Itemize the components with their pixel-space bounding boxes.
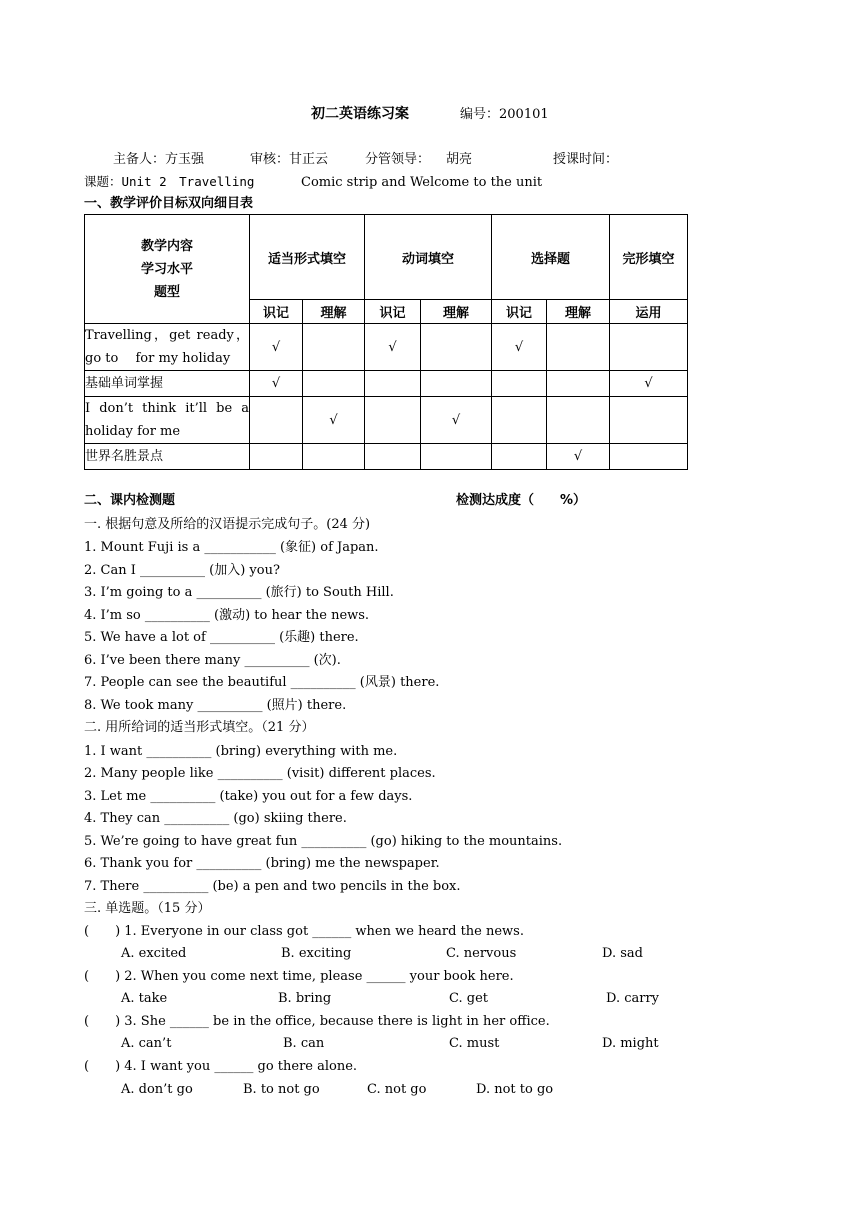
row-label: I don’t think it’ll be a holiday for me — [85, 397, 250, 444]
group-header: 动词填空 — [365, 215, 492, 300]
check-mark — [421, 324, 492, 371]
verb-form-item: 4. They can __________ (go) skiing there. — [84, 811, 347, 826]
row-label: 基础单词掌握 — [85, 371, 250, 397]
verb-form-item: 3. Let me __________ (take) you out for a few days. — [84, 789, 413, 804]
check-mark — [250, 397, 303, 444]
table-row — [85, 371, 688, 397]
check-mark — [250, 444, 303, 470]
section2-title: 二、课内检测题 — [84, 493, 176, 508]
check-mark — [610, 324, 688, 371]
check-mark — [492, 444, 547, 470]
option-d: D. not to go — [476, 1082, 554, 1097]
table-row — [85, 397, 688, 444]
check-mark: √ — [250, 371, 303, 397]
lesson-time-label: 授课时间： — [553, 152, 619, 167]
check-mark — [365, 371, 421, 397]
option-c: C. must — [449, 1036, 500, 1051]
check-mark — [610, 444, 688, 470]
question-stem: ( ) 1. Everyone in our class got ______ when we heard the news. — [84, 924, 524, 939]
table-row — [85, 444, 688, 470]
corner-line-content: 教学内容 — [140, 238, 193, 254]
check-mark — [492, 397, 547, 444]
sub-header: 运用 — [610, 300, 688, 324]
option-b: B. to not go — [243, 1082, 320, 1097]
check-mark — [492, 371, 547, 397]
check-mark — [303, 444, 365, 470]
check-mark: √ — [303, 397, 365, 444]
fill-in-item: 4. I’m so __________ (激动) to hear the news. — [84, 608, 370, 623]
leader-label: 分管领导： — [365, 152, 431, 167]
check-mark: √ — [610, 371, 688, 397]
corner-line-type: 题型 — [153, 284, 180, 300]
verb-form-item: 1. I want __________ (bring) everything with me. — [84, 744, 398, 759]
fill-in-item: 3. I’m going to a __________ (旅行) to South Hill. — [84, 585, 394, 600]
check-mark — [365, 444, 421, 470]
leader-name: 胡亮 — [446, 152, 473, 167]
fill-in-item: 2. Can I __________ (加入) you? — [84, 563, 280, 578]
option-b: B. can — [283, 1036, 325, 1051]
check-mark: √ — [547, 444, 610, 470]
part1-title: 一. 根据句意及所给的汉语提示完成句子。(24 分) — [84, 517, 371, 532]
option-d: D. carry — [606, 991, 660, 1006]
question-stem: ( ) 2. When you come next time, please ______ your book here. — [84, 969, 514, 984]
preparer: 主备人：方玉强 — [113, 152, 205, 167]
sub-header: 理解 — [303, 300, 365, 324]
fill-in-item: 8. We took many __________ (照片) there. — [84, 698, 347, 713]
fill-in-item: 5. We have a lot of __________ (乐趣) there. — [84, 630, 359, 645]
evaluation-table — [84, 214, 688, 470]
group-header: 选择题 — [492, 215, 610, 300]
check-mark — [547, 324, 610, 371]
option-c: C. get — [449, 991, 488, 1006]
verb-form-item: 5. We’re going to have great fun __________ (go) hiking to the mountains. — [84, 834, 563, 849]
table-row — [85, 324, 688, 371]
check-mark — [365, 397, 421, 444]
check-mark — [421, 444, 492, 470]
verb-form-item: 2. Many people like __________ (visit) different places. — [84, 766, 436, 781]
achievement-rate: 检测达成度（ %） — [456, 493, 587, 508]
topic-subtitle: Comic strip and Welcome to the unit — [301, 175, 543, 190]
topic-label: 课题：Unit 2 Travelling — [84, 174, 255, 189]
option-a: A. don’t go — [121, 1082, 193, 1097]
table-corner-cell — [85, 215, 250, 324]
option-b: B. bring — [278, 991, 332, 1006]
row-label: 世界名胜景点 — [85, 444, 250, 470]
option-d: D. sad — [602, 946, 643, 961]
group-header: 完形填空 — [610, 215, 688, 300]
fill-in-item: 1. Mount Fuji is a ___________ (象征) of Japan. — [84, 540, 379, 555]
page-title: 初二英语练习案 — [311, 106, 409, 122]
sub-header: 理解 — [547, 300, 610, 324]
check-mark: √ — [250, 324, 303, 371]
question-stem: ( ) 4. I want you ______ go there alone. — [84, 1059, 358, 1074]
verb-form-item: 6. Thank you for __________ (bring) me the newspaper. — [84, 856, 440, 871]
reviewer: 审核：甘正云 — [250, 152, 329, 167]
question-stem: ( ) 3. She ______ be in the office, because there is light in her office. — [84, 1014, 550, 1029]
option-a: A. can’t — [121, 1036, 172, 1051]
check-mark: √ — [365, 324, 421, 371]
option-c: C. nervous — [446, 946, 517, 961]
check-mark — [303, 371, 365, 397]
sub-header: 识记 — [492, 300, 547, 324]
fill-in-item: 6. I’ve been there many __________ (次). — [84, 653, 341, 668]
part2-title: 二. 用所给词的适当形式填空。（21 分） — [84, 720, 315, 735]
check-mark: √ — [492, 324, 547, 371]
corner-line-level: 学习水平 — [140, 261, 193, 277]
document-number: 编号：200101 — [460, 107, 549, 122]
section1-title: 一、教学评价目标双向细目表 — [84, 196, 254, 211]
option-a: A. take — [121, 991, 168, 1006]
sub-header: 识记 — [250, 300, 303, 324]
option-a: A. excited — [121, 946, 187, 961]
option-d: D. might — [602, 1036, 659, 1051]
row-label: Travelling，get ready，go to for my holiday — [85, 324, 250, 371]
sub-header: 理解 — [421, 300, 492, 324]
fill-in-item: 7. People can see the beautiful __________ (风景) there. — [84, 675, 440, 690]
check-mark — [303, 324, 365, 371]
option-b: B. exciting — [281, 946, 352, 961]
check-mark — [610, 397, 688, 444]
verb-form-item: 7. There __________ (be) a pen and two pencils in the box. — [84, 879, 461, 894]
sub-header: 识记 — [365, 300, 421, 324]
group-header: 适当形式填空 — [250, 215, 365, 300]
check-mark — [421, 371, 492, 397]
check-mark — [547, 371, 610, 397]
part3-title: 三. 单选题。（15 分） — [84, 901, 211, 916]
check-mark: √ — [421, 397, 492, 444]
option-c: C. not go — [367, 1082, 427, 1097]
check-mark — [547, 397, 610, 444]
